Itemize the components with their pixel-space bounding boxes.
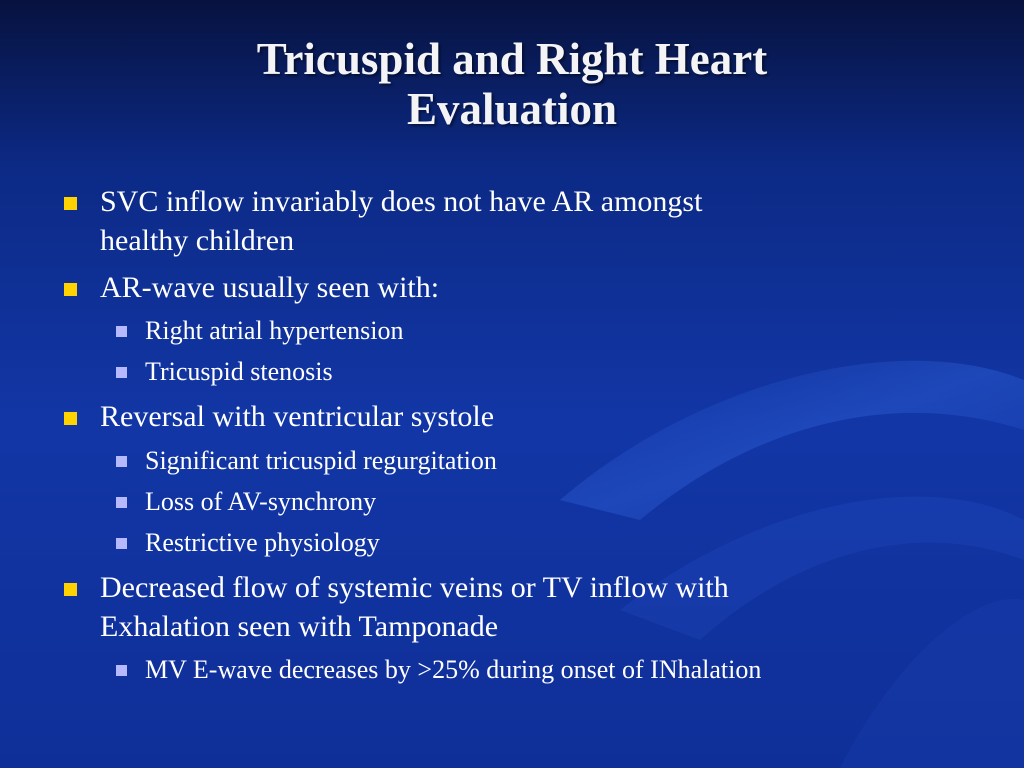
list-item-text: Exhalation seen with Tamponade [100, 610, 499, 643]
sub-bullet-square-icon [116, 538, 127, 549]
sub-list-item-text: Right atrial hypertension [145, 316, 404, 345]
sub-list-item-text: Loss of AV-synchrony [145, 487, 377, 516]
sub-bullet-square-icon [116, 326, 127, 337]
bullet-square-icon [64, 412, 77, 425]
sub-list-item-text: Tricuspid stenosis [145, 357, 333, 386]
sub-list-item-text: MV E-wave decreases by >25% during onset of INhalation [145, 655, 762, 684]
slide-title-line-1: Tricuspid and Right Heart [256, 34, 768, 84]
list-item [100, 268, 950, 307]
sub-list-item [145, 487, 1005, 517]
list-item-text: Reversal with ventricular systole [100, 400, 495, 433]
list-item [100, 182, 950, 260]
list-item [100, 568, 950, 646]
list-item-text: Decreased flow of systemic veins or TV inflow with [100, 571, 729, 604]
sub-list-item [145, 655, 1005, 685]
sub-list-item [145, 446, 1005, 476]
list-item-text: AR-wave usually seen with: [100, 271, 440, 304]
sub-bullet-square-icon [116, 665, 127, 676]
sub-list-item [145, 316, 1005, 346]
sub-list-item [145, 357, 1005, 387]
slide-title-line-2: Evaluation [406, 84, 618, 134]
sub-bullet-square-icon [116, 497, 127, 508]
list-item-text: SVC inflow invariably does not have AR amongst [100, 185, 703, 218]
bullet-square-icon [64, 197, 77, 210]
sub-list-item-text: Significant tricuspid regurgitation [145, 446, 497, 475]
bullet-square-icon [64, 583, 77, 596]
sub-list-item-text: Restrictive physiology [145, 528, 380, 557]
list-item-text: healthy children [100, 224, 295, 257]
sub-bullet-square-icon [116, 456, 127, 467]
bullet-square-icon [64, 283, 77, 296]
sub-bullet-square-icon [116, 367, 127, 378]
list-item [100, 397, 950, 436]
sub-list-item [145, 528, 1005, 558]
